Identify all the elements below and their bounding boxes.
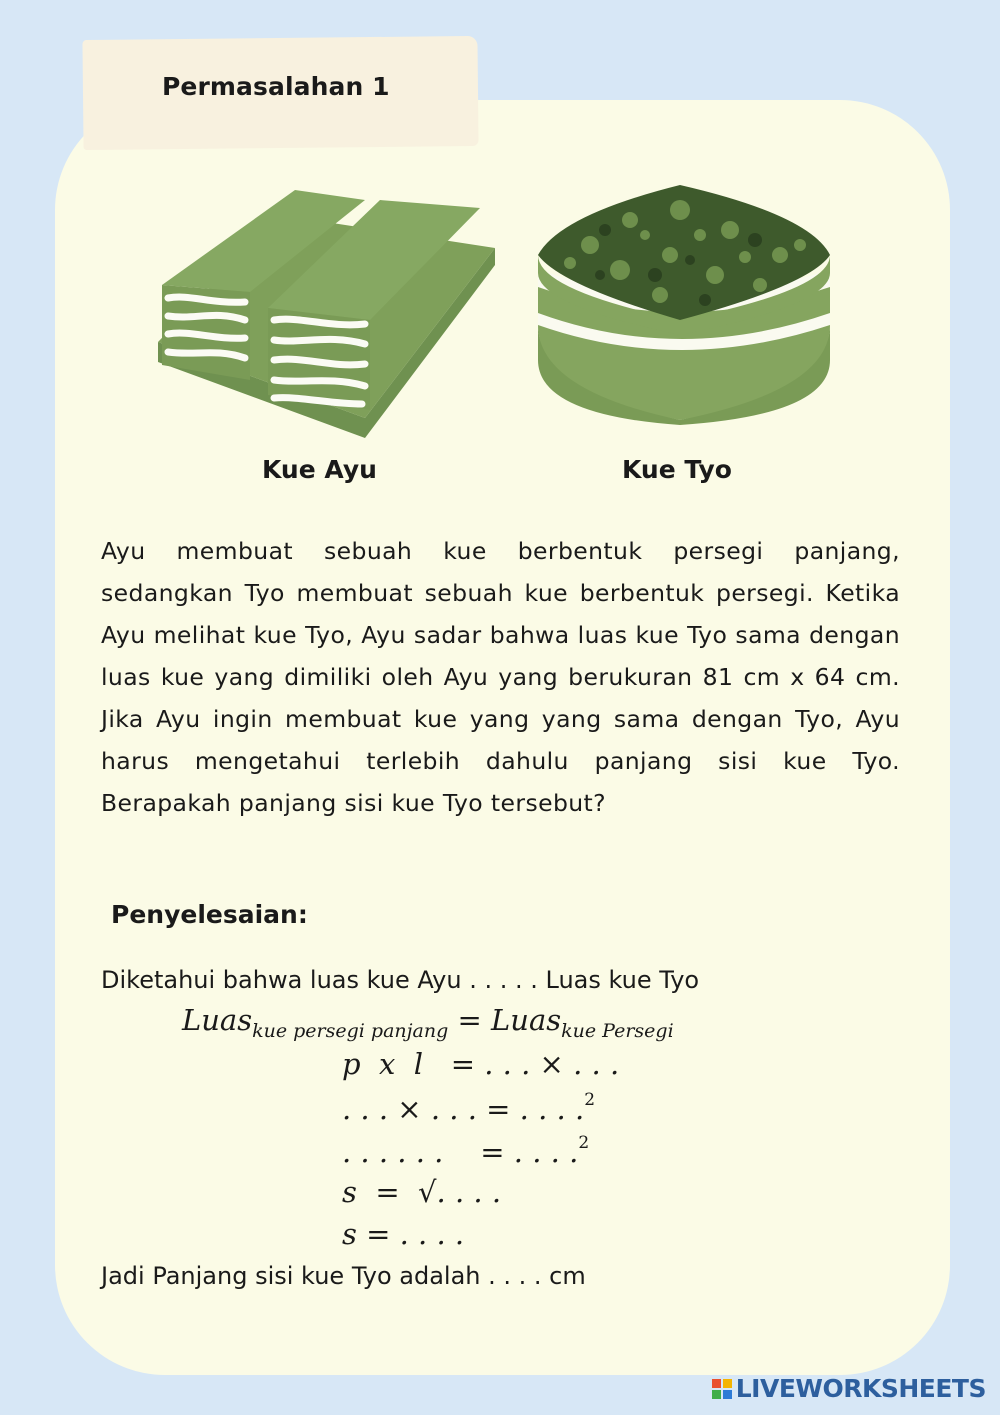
kue-tyo-label: Kue Tyo <box>622 455 732 484</box>
kue-ayu-image <box>150 170 510 445</box>
step-1-text: p x l = . . . × . . . <box>342 1047 620 1081</box>
equation-lhs: Luas <box>182 1003 253 1037</box>
step-5-text: s = . . . . <box>342 1217 465 1251</box>
solution-heading: Penyelesaian: <box>111 900 308 929</box>
step-2 <box>342 1090 595 1126</box>
step-3-exponent: 2 <box>578 1133 590 1153</box>
step-2-text: . . . × . . . = . . . . <box>342 1092 585 1126</box>
liveworksheets-logo-icon <box>712 1379 732 1399</box>
equation-rhs-subscript: kue Persegi <box>561 1020 674 1042</box>
equation-rhs: Luas <box>491 1003 562 1037</box>
solution-intro: Diketahui bahwa luas kue Ayu . . . . . Luas kue Tyo <box>101 966 700 994</box>
step-1 <box>342 1047 619 1081</box>
kue-ayu-label: Kue Ayu <box>262 455 377 484</box>
area-equation <box>182 1003 674 1042</box>
step-4-text: s = √. . . . <box>342 1175 502 1209</box>
equation-equals: = <box>448 1003 492 1037</box>
liveworksheets-brand <box>712 1374 986 1403</box>
step-5 <box>342 1217 464 1251</box>
brand-name: LIVEWORKSHEETS <box>735 1374 986 1403</box>
step-3-text: . . . . . . = . . . . <box>342 1135 579 1169</box>
step-4 <box>342 1175 501 1209</box>
problem-text: Ayu membuat sebuah kue berbentuk persegi panjang, sedangkan Tyo membuat sebuah kue berbentuk persegi. Ketika Ayu melihat kue Tyo, Ayu sadar bahwa luas kue Tyo sama dengan luas kue yang dimiliki oleh Ayu yang berukuran 81 cm x 64 cm. Jika Ayu ingin membuat kue yang yang sama dengan Tyo, Ayu harus mengetahui terlebih dahulu panjang sisi kue Tyo. Berapakah panjang sisi kue Tyo tersebut? <box>101 537 900 817</box>
step-3 <box>342 1133 589 1169</box>
page-title: Permasalahan 1 <box>162 72 390 101</box>
conclusion-text: Jadi Panjang sisi kue Tyo adalah . . . . cm <box>101 1262 586 1290</box>
kue-tyo-image <box>530 175 840 430</box>
step-2-exponent: 2 <box>584 1090 596 1110</box>
equation-lhs-subscript: kue persegi panjang <box>252 1020 449 1042</box>
